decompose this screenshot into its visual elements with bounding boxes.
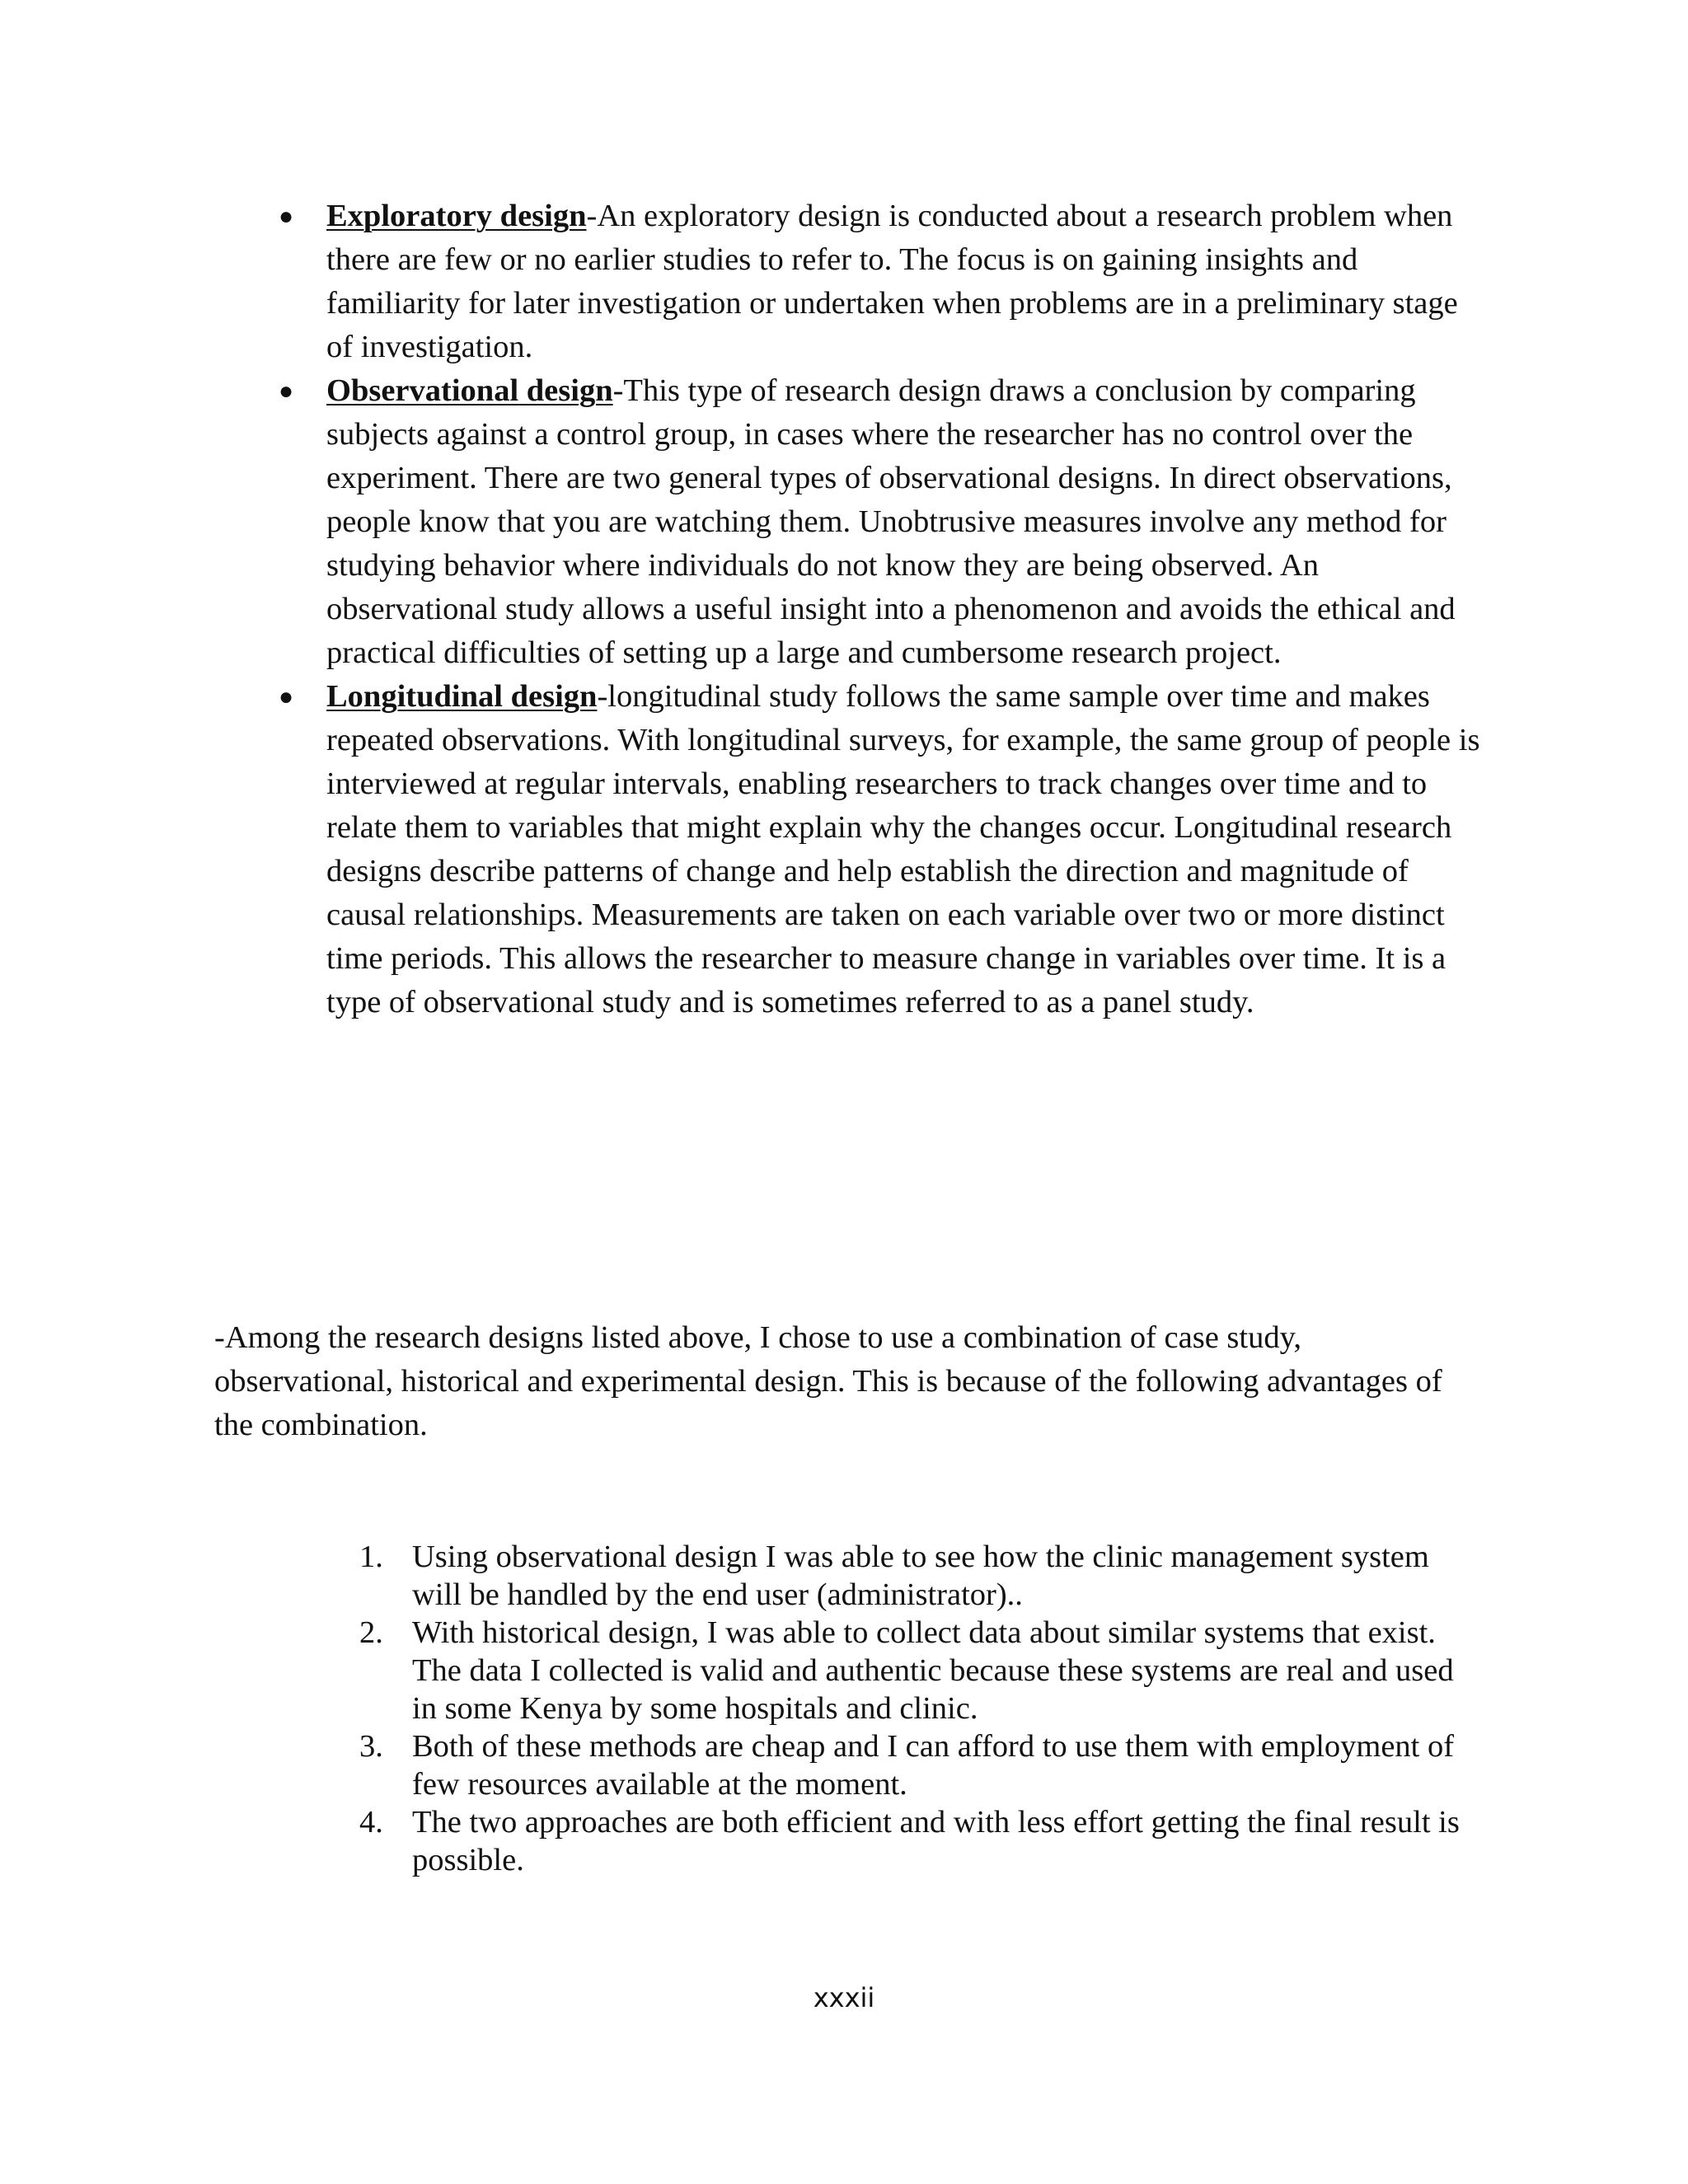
term-exploratory-design: Exploratory design [326,199,587,233]
list-number: 1. [359,1540,383,1574]
bullet-icon: ● [279,203,294,230]
bullet-icon: ● [279,683,294,710]
list-item [214,675,1484,1024]
definition-text: -An exploratory design is conducted about a research problem when there are few or no earlier studies to refer to. The focus is on gaining insights and familiarity for later investigation or undertaken when problems are in a preliminary stage of investigation. [326,199,1458,364]
list-item [359,1538,1480,1614]
research-design-list [214,194,1484,1024]
list-number: 4. [359,1805,383,1840]
combination-paragraph: -Among the research designs listed above, I chose to use a combination of case study, observational, historical and experimental design. This is because of the following advantages of the combination. [214,1320,1442,1442]
definition-text: -This type of research design draws a conclusion by comparing subjects against a control group, in cases where the researcher has no control over the experiment. There are two general types of observational designs. In direct observations, people know that you are watching them. Unobtrusive measures involve any method for studying behavior where individuals do not know they are being observed. An observational study allows a useful insight into a phenomenon and avoids the ethical and practical difficulties of setting up a large and cumbersome research project. [326,373,1456,670]
list-item [359,1614,1480,1727]
list-text: With historical design, I was able to collect data about similar systems that exist. The data I collected is valid and authentic because these systems are real and used in some Kenya by some hospitals and clinic. [412,1615,1454,1726]
list-text: Both of these methods are cheap and I can afford to use them with employment of few resources available at the moment. [412,1729,1455,1802]
list-item [214,194,1484,369]
term-observational-design: Observational design [326,373,613,408]
advantages-list [359,1538,1480,1879]
list-text: The two approaches are both efficient and with less effort getting the final result is possible. [412,1805,1460,1877]
term-longitudinal-design: Longitudinal design [326,679,598,714]
list-item [214,369,1484,675]
page-number: xxxii [813,1982,875,2013]
list-number: 3. [359,1729,383,1764]
list-number: 2. [359,1615,383,1650]
bullet-icon: ● [279,377,294,405]
list-item [359,1803,1480,1879]
list-text: Using observational design I was able to see how the clinic management system will be handled by the end user (administrator).. [412,1540,1429,1612]
definition-text: -longitudinal study follows the same sample over time and makes repeated observations. With longitudinal surveys, for example, the same group of people is interviewed at regular intervals, enabling researchers to track changes over time and to relate them to variables that might explain why the changes occur. Longitudinal research designs describe patterns of change and help establish the direction and magnitude of causal relationships. Measurements are taken on each variable over two or more distinct time periods. This allows the researcher to measure change in variables over time. It is a type of observational study and is sometimes referred to as a panel study. [326,679,1480,1019]
list-item [359,1727,1480,1803]
